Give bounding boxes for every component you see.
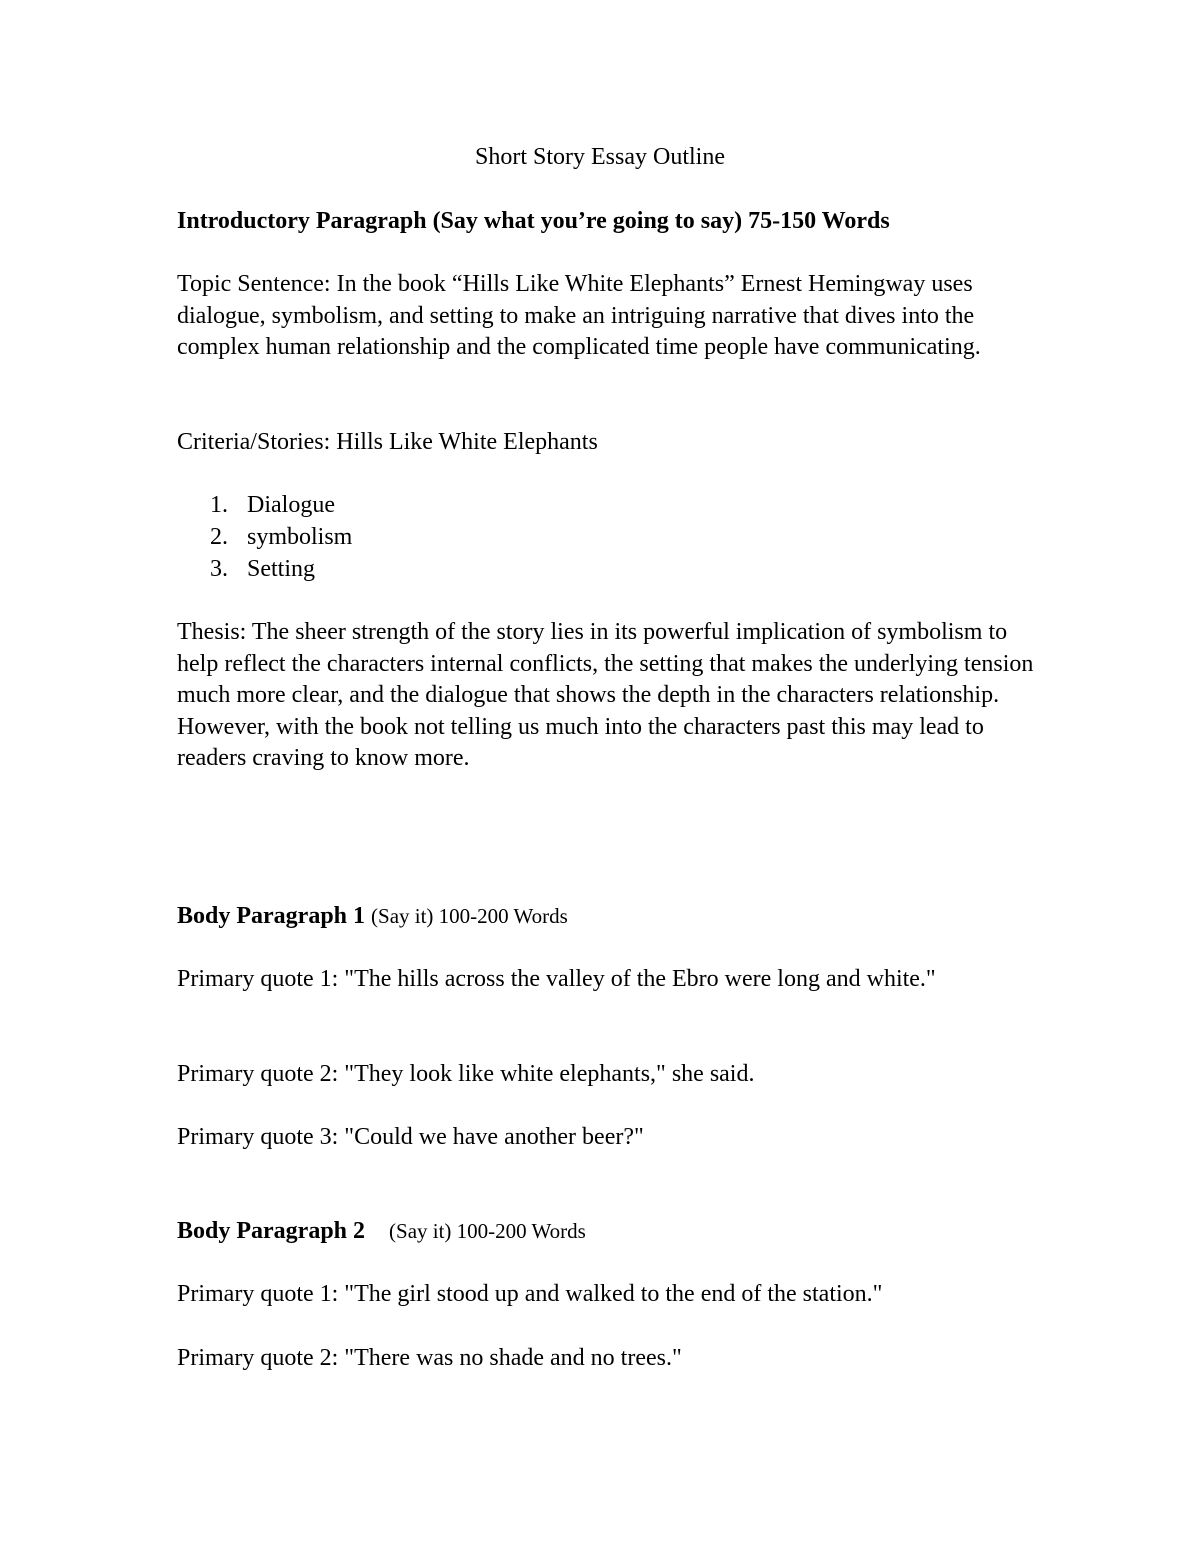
body2-quote-1: Primary quote 1: "The girl stood up and walked to the end of the station." <box>177 1281 883 1307</box>
list-item-text: Setting <box>247 556 316 582</box>
body1-heading-label: Body Paragraph 1 <box>177 903 366 929</box>
intro-heading <box>177 206 1037 238</box>
list-item-text: symbolism <box>247 524 353 550</box>
list-item <box>177 554 352 586</box>
body1-quote-2: Primary quote 2: "They look like white elephants," she said. <box>177 1061 755 1087</box>
intro-heading-label: Introductory Paragraph <box>177 208 427 234</box>
list-item <box>177 490 352 522</box>
document-title: Short Story Essay Outline <box>475 144 725 170</box>
body2-heading <box>177 1216 1037 1248</box>
criteria-list <box>177 490 352 586</box>
body2-heading-label: Body Paragraph 2 <box>177 1218 366 1244</box>
intro-heading-note: (Say what you’re going to say) 75-150 Words <box>432 208 890 234</box>
list-item <box>177 522 352 554</box>
body2-heading-note: (Say it) 100-200 Words <box>389 1219 586 1243</box>
body1-quote-3: Primary quote 3: "Could we have another beer?" <box>177 1124 644 1150</box>
thesis: Thesis: The sheer strength of the story lies in its powerful implication of symbolism to help reflect the characters internal conflicts, the setting that makes the underlying tension much more clear, and the dialogue that shows the depth in the characters relationship. However, with the book not telling us much into the characters past this may lead to readers craving to know more. <box>177 619 1034 771</box>
body1-quote-1: Primary quote 1: "The hills across the valley of the Ebro were long and white." <box>177 966 936 992</box>
list-number: 1. <box>210 492 228 518</box>
topic-sentence: Topic Sentence: In the book “Hills Like White Elephants” Ernest Hemingway uses dialogue, symbolism, and setting to make an intriguing narrative that dives into the complex human relationship and the complicated time people have communicating. <box>177 271 981 360</box>
criteria-stories: Criteria/Stories: Hills Like White Elephants <box>177 429 598 455</box>
body2-quote-2: Primary quote 2: "There was no shade and no trees." <box>177 1345 682 1371</box>
list-item-text: Dialogue <box>247 492 335 518</box>
list-number: 3. <box>210 556 228 582</box>
body1-heading-note: (Say it) 100-200 Words <box>371 904 568 928</box>
list-number: 2. <box>210 524 228 550</box>
body1-heading <box>177 901 1037 933</box>
